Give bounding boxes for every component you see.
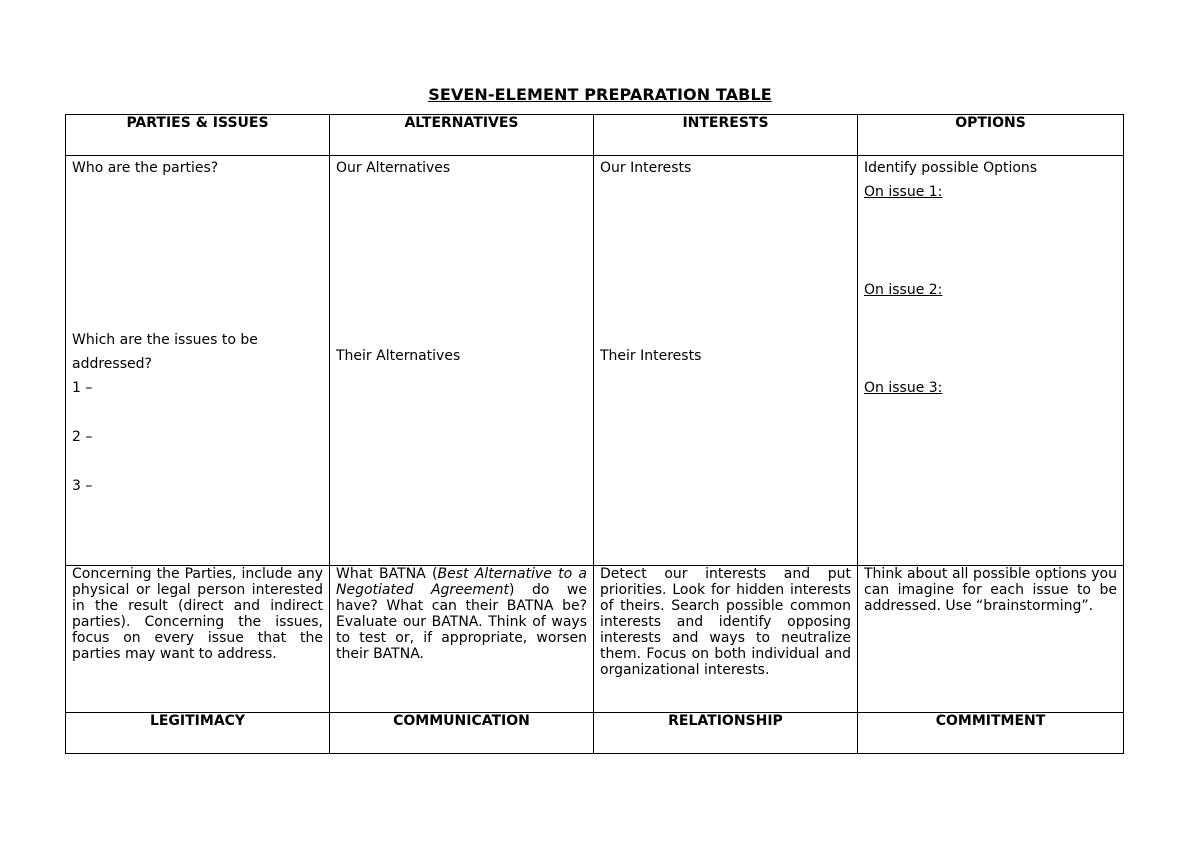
header-options: OPTIONS: [858, 115, 1124, 156]
preparation-table: [65, 114, 1124, 754]
batna-definition: Best Alternative to a Negotiated Agreement: [336, 566, 588, 598]
option-issue-1: On issue 1:: [864, 184, 943, 200]
header-interests: INTERESTS: [594, 115, 858, 156]
batna-desc-post: ) do we have? What can their BATNA be? Evaluate our BATNA. Think of ways to test or, if appropriate, worsen their BATNA.: [336, 582, 587, 662]
their-alternatives-label: Their Alternatives: [336, 348, 461, 364]
footer-communication: COMMUNICATION: [330, 713, 594, 754]
description-row: [66, 566, 1124, 713]
header-alternatives: ALTERNATIVES: [330, 115, 594, 156]
footer-commitment: COMMITMENT: [858, 713, 1124, 754]
alternatives-description: [330, 566, 594, 713]
parties-description: Concerning the Parties, include any physical or legal person interested in the result (direct and indirect parties). Concerning the issues, focus on every issue that the parties may want to address.: [66, 566, 330, 713]
option-issue-3: On issue 3:: [864, 380, 943, 396]
their-interests-label: Their Interests: [600, 348, 702, 364]
batna-desc-pre: What BATNA (: [336, 566, 438, 582]
option-issue-2: On issue 2:: [864, 282, 943, 298]
interests-cell[interactable]: [594, 156, 858, 566]
footer-relationship: RELATIONSHIP: [594, 713, 858, 754]
issue-item-3: 3 –: [72, 478, 93, 494]
interests-description: Detect our interests and put priorities. Look for hidden interests of theirs. Search possible common interests and identify opposing interests and ways to neutralize them. Focus on both individual and organizational interests.: [594, 566, 858, 713]
our-alternatives-label: Our Alternatives: [336, 160, 451, 176]
options-description: Think about all possible options you can imagine for each issue to be addressed. Use “brainstorming”.: [858, 566, 1124, 713]
issue-item-1: 1 –: [72, 380, 93, 396]
footer-row: [66, 713, 1124, 754]
issues-question-line1: Which are the issues to be: [72, 332, 258, 348]
header-row: [66, 115, 1124, 156]
document-title: SEVEN-ELEMENT PREPARATION TABLE: [428, 85, 772, 104]
content-row: [66, 156, 1124, 566]
parties-cell[interactable]: [66, 156, 330, 566]
our-interests-label: Our Interests: [600, 160, 692, 176]
options-intro: Identify possible Options: [864, 160, 1038, 176]
parties-question: Who are the parties?: [72, 160, 219, 176]
options-cell[interactable]: [858, 156, 1124, 566]
issues-question-line2: addressed?: [72, 356, 152, 372]
issue-item-2: 2 –: [72, 429, 93, 445]
header-parties-issues: PARTIES & ISSUES: [66, 115, 330, 156]
alternatives-cell[interactable]: [330, 156, 594, 566]
footer-legitimacy: LEGITIMACY: [66, 713, 330, 754]
